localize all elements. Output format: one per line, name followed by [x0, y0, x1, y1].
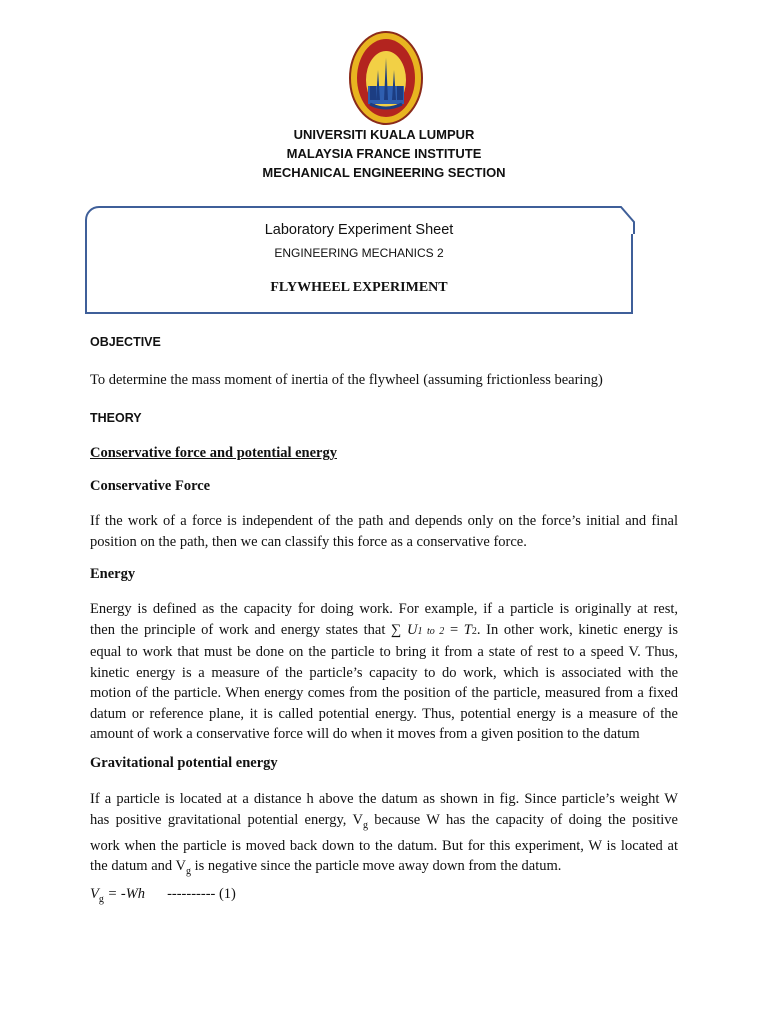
institute-name: MALAYSIA FRANCE INSTITUTE — [286, 146, 482, 161]
cf-line: If the work of a force is independent of the path and depends only on the force’s initial and final — [90, 513, 678, 529]
energy-line: datum or reference plane, it is called potential energy. Thus, potential energy is a measure of the — [90, 705, 678, 722]
gpe-line: the datum and $V_g$ is negative since the particle move away down from the datum. — [90, 858, 562, 878]
course-name: ENGINEERING MECHANICS 2 — [274, 246, 444, 260]
energy-line: Energy is defined as the capacity for doing work. For example, if a particle is originally at rest, — [90, 601, 678, 617]
energy-heading: Energy — [90, 566, 136, 582]
gpe-line: If a particle is located at a distance h above the datum as shown in fig. Since particle’s weight W — [90, 791, 678, 807]
theory-subheading: Conservative force and potential energy — [90, 445, 337, 461]
gpe-heading: Gravitational potential energy — [90, 755, 278, 771]
experiment-title: FLYWHEEL EXPERIMENT — [270, 280, 448, 295]
university-name: UNIVERSITI KUALA LUMPUR — [293, 127, 475, 142]
energy-line: motion of the particle. When energy comes from the position of the particle, measured from a fixed — [90, 685, 678, 701]
energy-line: equal to work that must be done on the particle to bring it from a state of rest to a speed V. Thus, — [90, 644, 678, 660]
energy-line: then the principle of work and energy states that ∑ U1 to 2 = T2. In other work, kinetic energy is — [90, 621, 678, 638]
sheet-title: Laboratory Experiment Sheet — [264, 222, 454, 238]
gpe-line: has positive gravitational potential energy, $V_g$ because W has the capacity of doing the positive — [90, 811, 678, 831]
gpe-line: work when the particle is moved back down to the datum. But for this experiment, W is located at — [90, 837, 678, 854]
energy-line: amount of work a conservative force will do when it moves from a given position to the datum — [90, 726, 640, 742]
objective-heading: OBJECTIVE — [90, 335, 161, 349]
section-name: MECHANICAL ENGINEERING SECTION — [262, 165, 506, 180]
energy-line: kinetic energy is a measure of the particle’s capacity to do work, which is associated with the — [90, 664, 678, 681]
equation-1: $V_g = -Wh$ ---------- (1) — [90, 886, 236, 905]
cf-line: position on the path, then we can classify this force as a conservative force. — [90, 533, 527, 550]
energy-paragraph — [90, 599, 678, 745]
theory-heading: THEORY — [90, 411, 142, 425]
conservative-force-paragraph — [90, 511, 678, 552]
objective-text: To determine the mass moment of inertia of the flywheel (assuming frictionless bearing) — [90, 372, 603, 388]
university-seal-logo — [348, 30, 424, 126]
gpe-paragraph — [90, 789, 678, 883]
conservative-force-heading: Conservative Force — [90, 478, 211, 494]
